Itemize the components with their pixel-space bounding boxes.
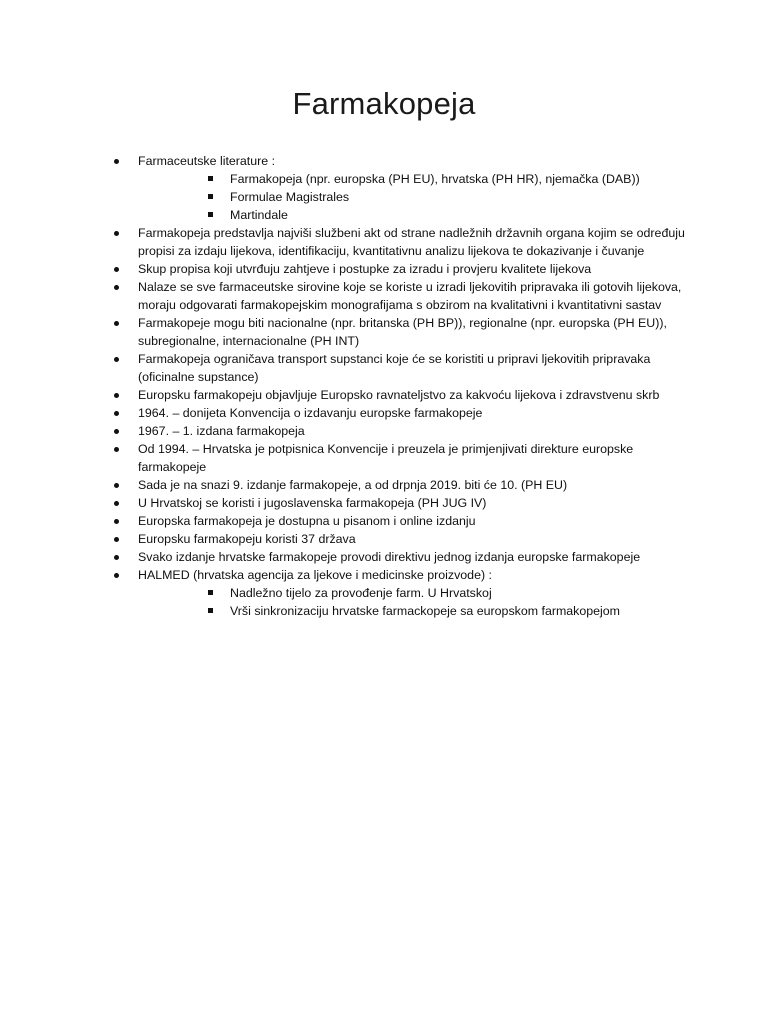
list-item bbox=[0, 422, 768, 440]
bullet-dot-icon bbox=[114, 519, 119, 524]
list-item-text: Farmakopeja predstavlja najviši službeni akt od strane nadležnih državnih organa kojim se određuju propisi za izdaju lijekova, identifikaciju, kvantitativnu analizu lijekova te dokazivanje i čuvanje bbox=[138, 226, 685, 258]
bullet-dot-icon bbox=[114, 501, 119, 506]
bullet-square-icon bbox=[208, 176, 213, 181]
list-item-text: Europsku farmakopeju koristi 37 država bbox=[138, 532, 356, 546]
bullet-dot-icon bbox=[114, 411, 119, 416]
bullet-dot-icon bbox=[114, 573, 119, 578]
bullet-dot-icon bbox=[114, 393, 119, 398]
bullet-dot-icon bbox=[114, 231, 119, 236]
sub-list-item bbox=[0, 206, 768, 224]
sub-list-item-text: Farmakopeja (npr. europska (PH EU), hrvatska (PH HR), njemačka (DAB)) bbox=[230, 172, 640, 186]
bullet-dot-icon bbox=[114, 555, 119, 560]
list-item-text: U Hrvatskoj se koristi i jugoslavenska farmakopeja (PH JUG IV) bbox=[138, 496, 487, 510]
list-item bbox=[0, 494, 768, 512]
sub-list-item-text: Martindale bbox=[230, 208, 288, 222]
bullet-dot-icon bbox=[114, 321, 119, 326]
list-item-text: Nalaze se sve farmaceutske sirovine koje se koriste u izradi ljekovitih pripravaka ili gotovih lijekova, moraju odgovarati farmakopejskim monografijama s obzirom na kvalitativni i kvantitativni sastav bbox=[138, 280, 682, 312]
list-item-text: Farmakopeje mogu biti nacionalne (npr. britanska (PH BP)), regionalne (npr. europska (PH EU)), subregionalne, internacionalne (PH INT) bbox=[138, 316, 667, 348]
bullet-dot-icon bbox=[114, 429, 119, 434]
list-item bbox=[0, 350, 768, 386]
bullet-square-icon bbox=[208, 194, 213, 199]
list-item-text: 1964. – donijeta Konvencija o izdavanju europske farmakopeje bbox=[138, 406, 483, 420]
list-item-text: Europska farmakopeja je dostupna u pisanom i online izdanju bbox=[138, 514, 476, 528]
bullet-square-icon bbox=[208, 608, 213, 613]
list-item bbox=[0, 548, 768, 566]
list-item-text: Europsku farmakopeju objavljuje Europsko ravnateljstvo za kakvoću lijekova i zdravstvenu skrb bbox=[138, 388, 660, 402]
list-item-text: 1967. – 1. izdana farmakopeja bbox=[138, 424, 305, 438]
list-item bbox=[0, 314, 768, 350]
list-item-text: Farmaceutske literature : bbox=[138, 154, 276, 168]
list-item bbox=[0, 530, 768, 548]
sub-list-item-text: Vrši sinkronizaciju hrvatske farmackopeje sa europskom farmakopejom bbox=[230, 604, 621, 618]
bullet-list bbox=[0, 152, 768, 620]
list-item-text: Svako izdanje hrvatske farmakopeje provodi direktivu jednog izdanja europske farmakopeje bbox=[138, 550, 641, 564]
bullet-dot-icon bbox=[114, 159, 119, 164]
bullet-dot-icon bbox=[114, 483, 119, 488]
bullet-dot-icon bbox=[114, 537, 119, 542]
sub-list-item bbox=[0, 188, 768, 206]
list-item bbox=[0, 512, 768, 530]
list-item bbox=[0, 224, 768, 260]
list-item-text: Sada je na snazi 9. izdanje farmakopeje, a od drpnja 2019. biti će 10. (PH EU) bbox=[138, 478, 568, 492]
list-item bbox=[0, 476, 768, 494]
list-item bbox=[0, 440, 768, 476]
page-title: Farmakopeja bbox=[292, 86, 476, 121]
bullet-dot-icon bbox=[114, 285, 119, 290]
list-item bbox=[0, 386, 768, 404]
sub-list-item-text: Formulae Magistrales bbox=[230, 190, 350, 204]
list-item-text: Skup propisa koji utvrđuju zahtjeve i postupke za izradu i provjeru kvalitete lijekova bbox=[138, 262, 592, 276]
list-item-text: Od 1994. – Hrvatska je potpisnica Konvencije i preuzela je primjenjivati direkture europske farmakopeje bbox=[138, 442, 634, 474]
sub-list-item bbox=[0, 602, 768, 620]
bullet-dot-icon bbox=[114, 357, 119, 362]
bullet-square-icon bbox=[208, 212, 213, 217]
list-item-text: HALMED (hrvatska agencija za ljekove i medicinske proizvode) : bbox=[138, 568, 492, 582]
bullet-dot-icon bbox=[114, 267, 119, 272]
sub-list-item bbox=[0, 584, 768, 602]
list-item bbox=[0, 152, 768, 170]
list-item-text: Farmakopeja ograničava transport supstanci koje će se koristiti u pripravi ljekovitih pripravaka (oficinalne supstance) bbox=[138, 352, 651, 384]
sub-list-item-text: Nadležno tijelo za provođenje farm. U Hrvatskoj bbox=[230, 586, 492, 600]
list-item bbox=[0, 278, 768, 314]
list-item bbox=[0, 404, 768, 422]
list-item bbox=[0, 566, 768, 584]
bullet-dot-icon bbox=[114, 447, 119, 452]
sub-list-item bbox=[0, 170, 768, 188]
bullet-square-icon bbox=[208, 590, 213, 595]
list-item bbox=[0, 260, 768, 278]
